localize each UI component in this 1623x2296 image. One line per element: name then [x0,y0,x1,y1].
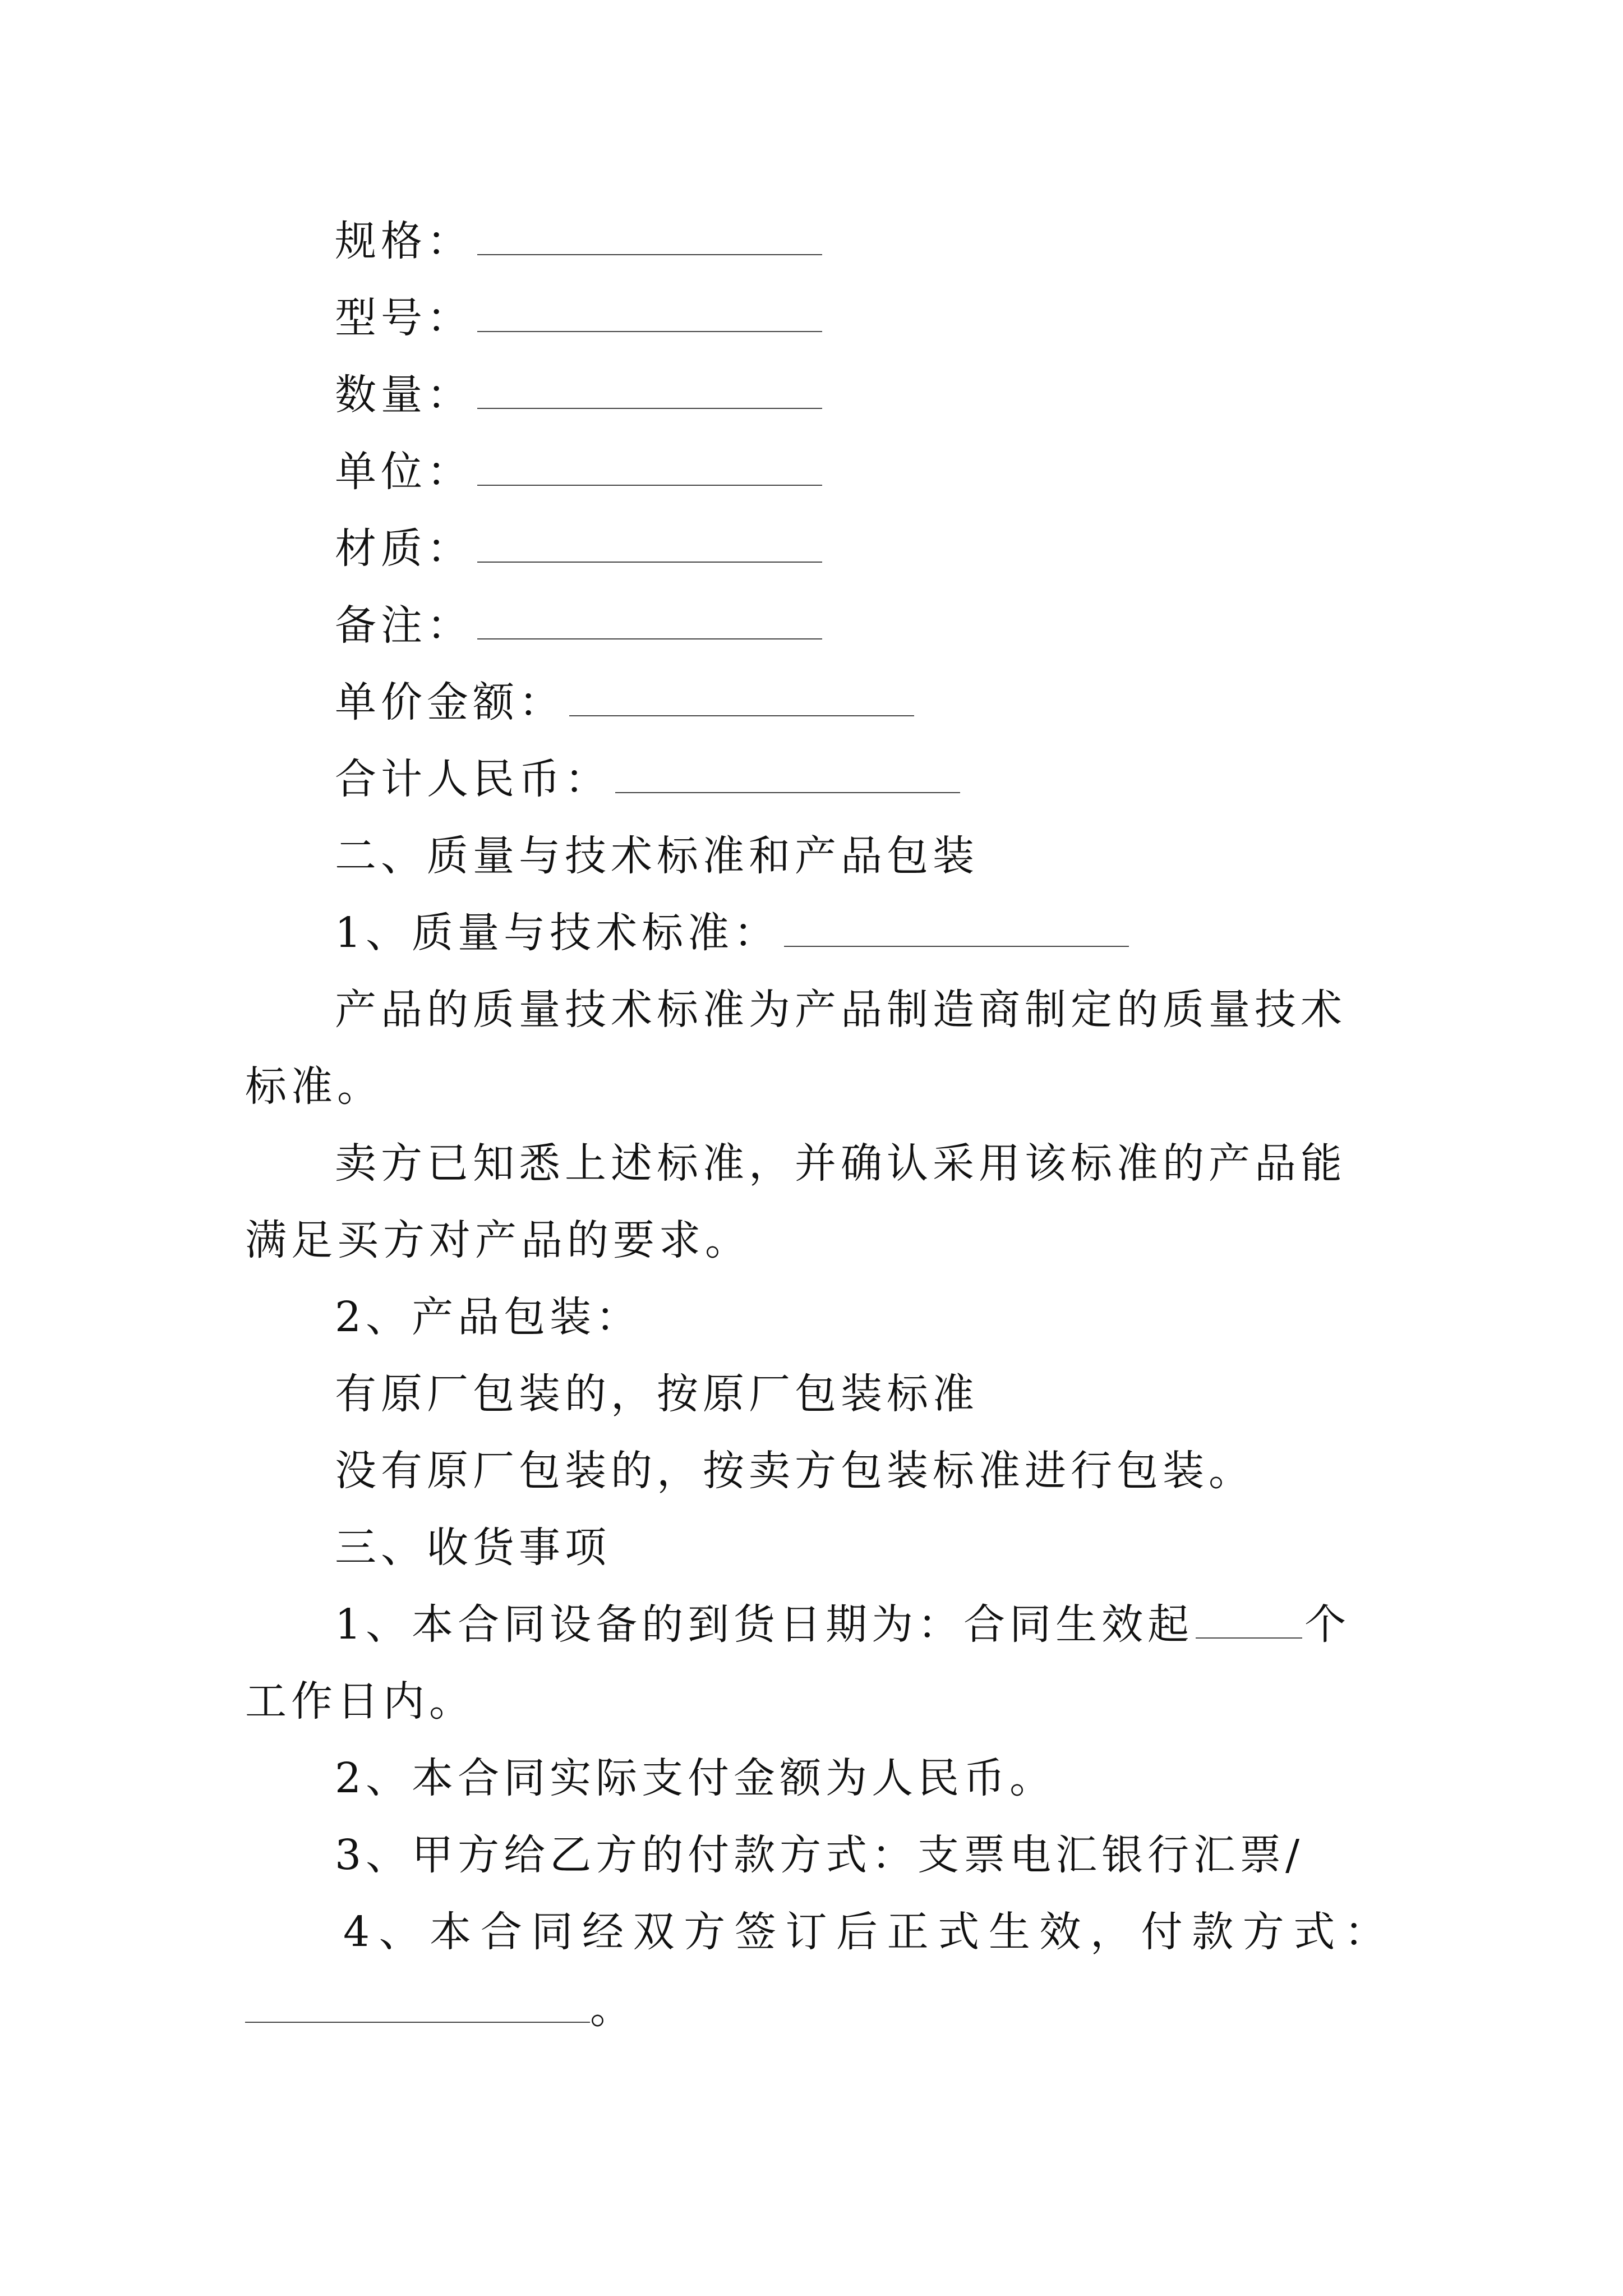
fill-blank [615,757,960,793]
section3-item4: 4、本合同经双方签订后正式生效，付款方式： [343,1908,1389,1956]
field-quantity [245,357,1389,434]
field-label: 单价金额： [335,678,565,726]
section2-para1: 产品的质量技术标准为产品制造商制定的质量技术标准。 [245,986,1347,1111]
field-label: 规格： [335,217,473,265]
fill-blank [477,527,822,563]
field-label: 材质： [335,524,473,573]
field-label: 备注： [335,601,473,650]
section2-item1 [245,895,1389,972]
fill-blank [477,373,822,409]
section2-pack2: 没有原厂包装的，按卖方包装标准进行包装。 [335,1447,1255,1495]
field-unit [245,434,1389,510]
fill-blank [477,604,822,639]
fill-blank [477,450,822,486]
field-total-rmb [245,741,1389,818]
field-material [245,510,1389,587]
fill-blank [1196,1603,1302,1639]
field-label: 型号： [335,294,473,342]
field-model [245,280,1389,357]
field-label: 单位： [335,448,473,496]
item-text: 1、本合同设备的到货日期为：合同生效起 [335,1600,1194,1649]
field-spec [245,203,1389,280]
field-label: 合计人民币： [335,755,611,803]
field-remarks [245,587,1389,664]
field-label: 数量： [335,371,473,419]
section3-item1 [245,1586,1389,1740]
item-label: 1、质量与技术标准： [335,909,780,957]
section3-item3: 3、甲方给乙方的付款方式：支票电汇银行汇票/ [335,1831,1304,1879]
section3-item4-blank-line [245,1971,1389,2047]
section3-heading: 三、收货事项 [335,1524,611,1572]
fill-blank [245,1987,590,2023]
field-unit-price [245,664,1389,741]
section2-item2: 2、产品包装： [335,1293,642,1341]
fill-blank [784,911,1129,947]
fill-blank [569,680,914,716]
fill-blank [477,219,822,255]
section2-para2: 卖方已知悉上述标准，并确认采用该标准的产品能满足买方对产品的要求。 [245,1139,1347,1264]
item-end: 。 [590,1985,636,2033]
section3-item2: 2、本合同实际支付金额为人民币。 [335,1754,1056,1802]
document-body [245,203,1389,2047]
fill-blank [477,296,822,332]
section2-heading: 二、质量与技术标准和产品包装 [335,832,979,880]
item-text: 个工作日内。 [245,1600,1351,1726]
section2-pack1: 有原厂包装的，按原厂包装标准 [335,1370,979,1418]
